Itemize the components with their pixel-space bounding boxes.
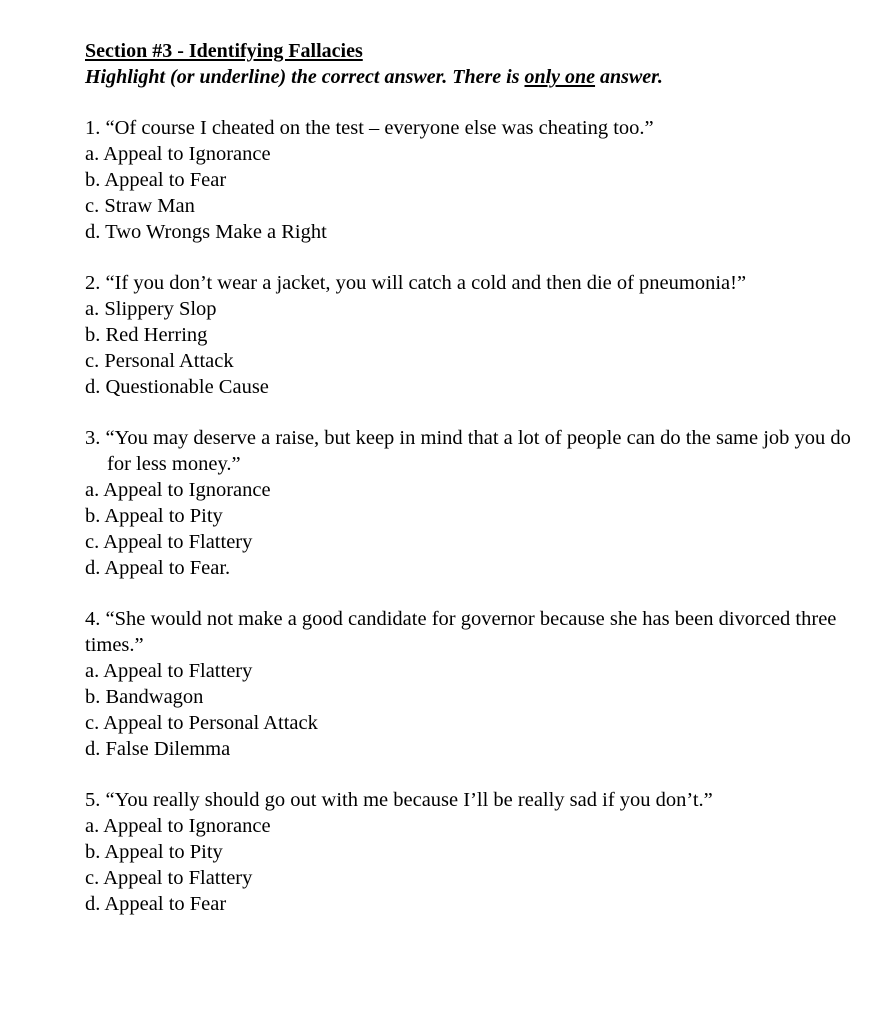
option-d[interactable]: d. Appeal to Fear.	[85, 557, 231, 579]
option-c[interactable]: c. Appeal to Flattery	[85, 531, 253, 553]
section-title: Section #3 - Identifying Fallacies	[85, 40, 363, 62]
instructions-text: Highlight (or underline) the correct answer. There is	[85, 66, 525, 88]
question-4	[85, 606, 875, 762]
instructions-emphasis: only one	[524, 66, 596, 88]
instructions	[85, 64, 875, 90]
option-c[interactable]: c. Personal Attack	[85, 350, 234, 372]
option-c[interactable]: c. Appeal to Personal Attack	[85, 712, 318, 734]
question-text: 5. “You really should go out with me because I’ll be really sad if you don’t.”	[85, 789, 713, 811]
option-b[interactable]: b. Appeal to Pity	[85, 505, 223, 527]
question-text: 1. “Of course I cheated on the test – everyone else was cheating too.”	[85, 117, 654, 139]
question-text: 4. “She would not make a good candidate for governor because she has been divorced three times.”	[85, 608, 837, 656]
worksheet-page	[85, 38, 875, 917]
question-1	[85, 115, 875, 245]
instructions-text-end: answer.	[595, 66, 663, 88]
option-a[interactable]: a. Slippery Slop	[85, 298, 217, 320]
question-text: 2. “If you don’t wear a jacket, you will catch a cold and then die of pneumonia!”	[85, 272, 747, 294]
question-3	[85, 425, 875, 581]
option-b[interactable]: b. Appeal to Pity	[85, 841, 223, 863]
option-d[interactable]: d. Appeal to Fear	[85, 893, 227, 915]
option-a[interactable]: a. Appeal to Ignorance	[85, 143, 271, 165]
option-a[interactable]: a. Appeal to Flattery	[85, 660, 253, 682]
question-2	[85, 270, 875, 400]
option-a[interactable]: a. Appeal to Ignorance	[85, 815, 271, 837]
option-d[interactable]: d. Questionable Cause	[85, 376, 269, 398]
option-c[interactable]: c. Appeal to Flattery	[85, 867, 253, 889]
option-b[interactable]: b. Appeal to Fear	[85, 169, 227, 191]
option-b[interactable]: b. Red Herring	[85, 324, 208, 346]
option-a[interactable]: a. Appeal to Ignorance	[85, 479, 271, 501]
option-b[interactable]: b. Bandwagon	[85, 686, 204, 708]
option-d[interactable]: d. Two Wrongs Make a Right	[85, 221, 327, 243]
question-5	[85, 787, 875, 917]
option-d[interactable]: d. False Dilemma	[85, 738, 231, 760]
option-c[interactable]: c. Straw Man	[85, 195, 195, 217]
question-text: 3. “You may deserve a raise, but keep in mind that a lot of people can do the same job you do for less money.”	[85, 427, 851, 475]
